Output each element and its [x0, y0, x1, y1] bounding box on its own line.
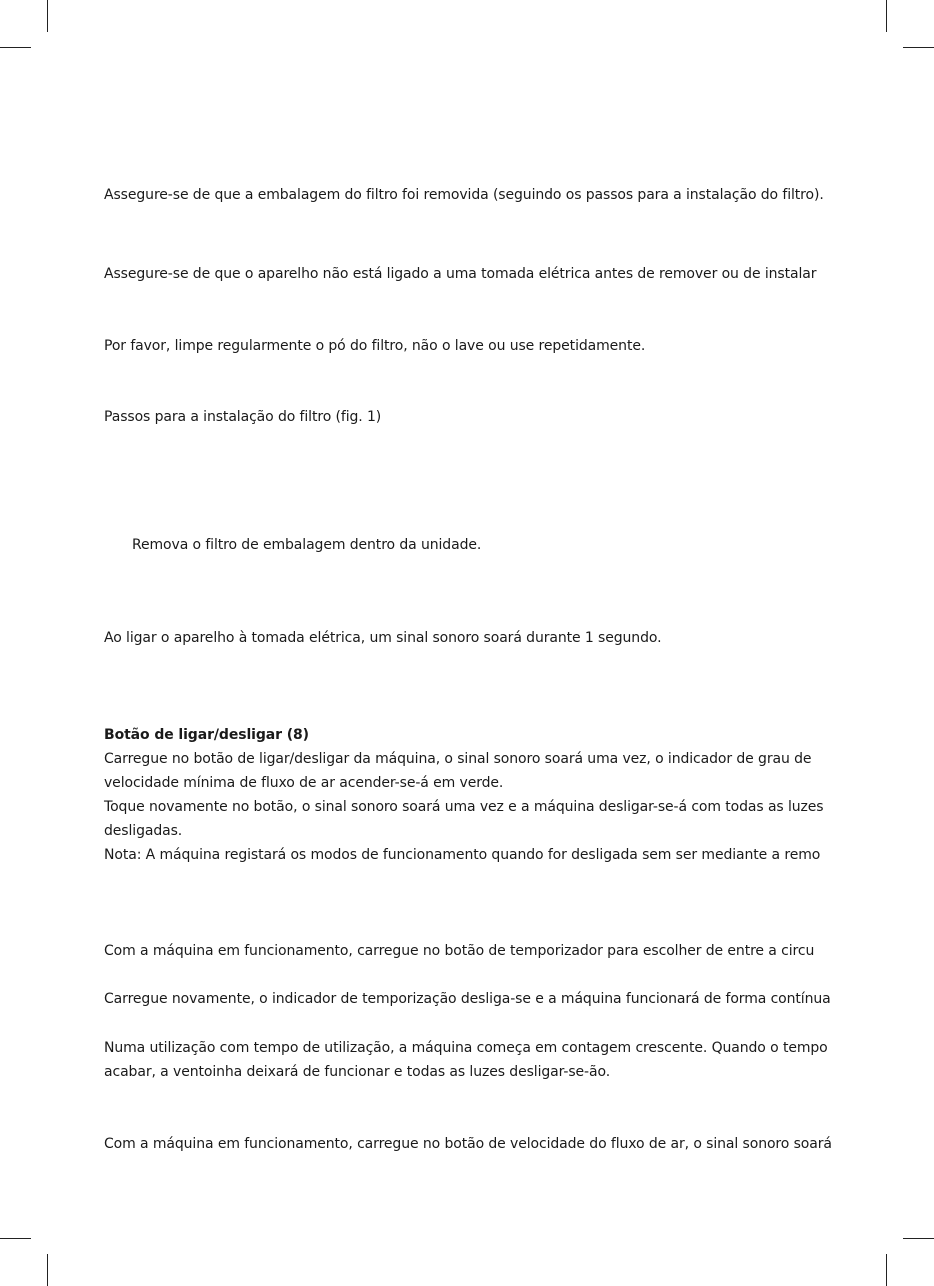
- timer-line-3: Numa utilização com tempo de utilização, a máquina começa em contagem crescente. Quando o tempo: [104, 1040, 828, 1056]
- paragraph-filter-steps-title: Passos para a instalação do filtro (fig. 1): [104, 409, 382, 425]
- crop-mark-bottom-left-vertical: [47, 1254, 48, 1286]
- crop-mark-bottom-right-horizontal: [903, 1238, 934, 1239]
- paragraph-clean-filter: Por favor, limpe regularmente o pó do filtro, não o lave ou use repetidamente.: [104, 338, 646, 354]
- power-line-2: velocidade mínima de fluxo de ar acender-se-á em verde.: [104, 775, 504, 791]
- crop-mark-top-right-horizontal: [903, 47, 934, 48]
- paragraph-beep-on-plug: Ao ligar o aparelho à tomada elétrica, um sinal sonoro soará durante 1 segundo.: [104, 630, 662, 646]
- crop-mark-bottom-right-vertical: [886, 1254, 887, 1286]
- power-line-1: Carregue no botão de ligar/desligar da máquina, o sinal sonoro soará uma vez, o indicador de grau de: [104, 751, 812, 767]
- paragraph-unplug-warning: Assegure-se de que o aparelho não está ligado a uma tomada elétrica antes de remover ou de instalar: [104, 266, 817, 282]
- power-line-3: Toque novamente no botão, o sinal sonoro soará uma vez e a máquina desligar-se-á com todas as luzes: [104, 799, 824, 815]
- power-line-4: desligadas.: [104, 823, 183, 839]
- timer-line-2: Carregue novamente, o indicador de temporização desliga-se e a máquina funcionará de forma contínua: [104, 991, 831, 1007]
- paragraph-remove-filter: Remova o filtro de embalagem dentro da unidade.: [132, 537, 482, 553]
- power-section-heading: Botão de ligar/desligar (8): [104, 727, 309, 743]
- timer-line-4: acabar, a ventoinha deixará de funcionar e todas as luzes desligar-se-ão.: [104, 1064, 611, 1080]
- speed-line-1: Com a máquina em funcionamento, carregue no botão de velocidade do fluxo de ar, o sinal sonoro soará: [104, 1136, 832, 1152]
- timer-line-1: Com a máquina em funcionamento, carregue no botão de temporizador para escolher de entre a circu: [104, 943, 815, 959]
- crop-mark-top-left-vertical: [47, 0, 48, 32]
- crop-mark-top-left-horizontal: [0, 47, 31, 48]
- power-line-5: Nota: A máquina registará os modos de funcionamento quando for desligada sem ser mediante a remo: [104, 847, 821, 863]
- paragraph-filter-packaging: Assegure-se de que a embalagem do filtro foi removida (seguindo os passos para a instalação do filtro).: [104, 187, 824, 203]
- crop-mark-top-right-vertical: [886, 0, 887, 32]
- crop-mark-bottom-left-horizontal: [0, 1238, 31, 1239]
